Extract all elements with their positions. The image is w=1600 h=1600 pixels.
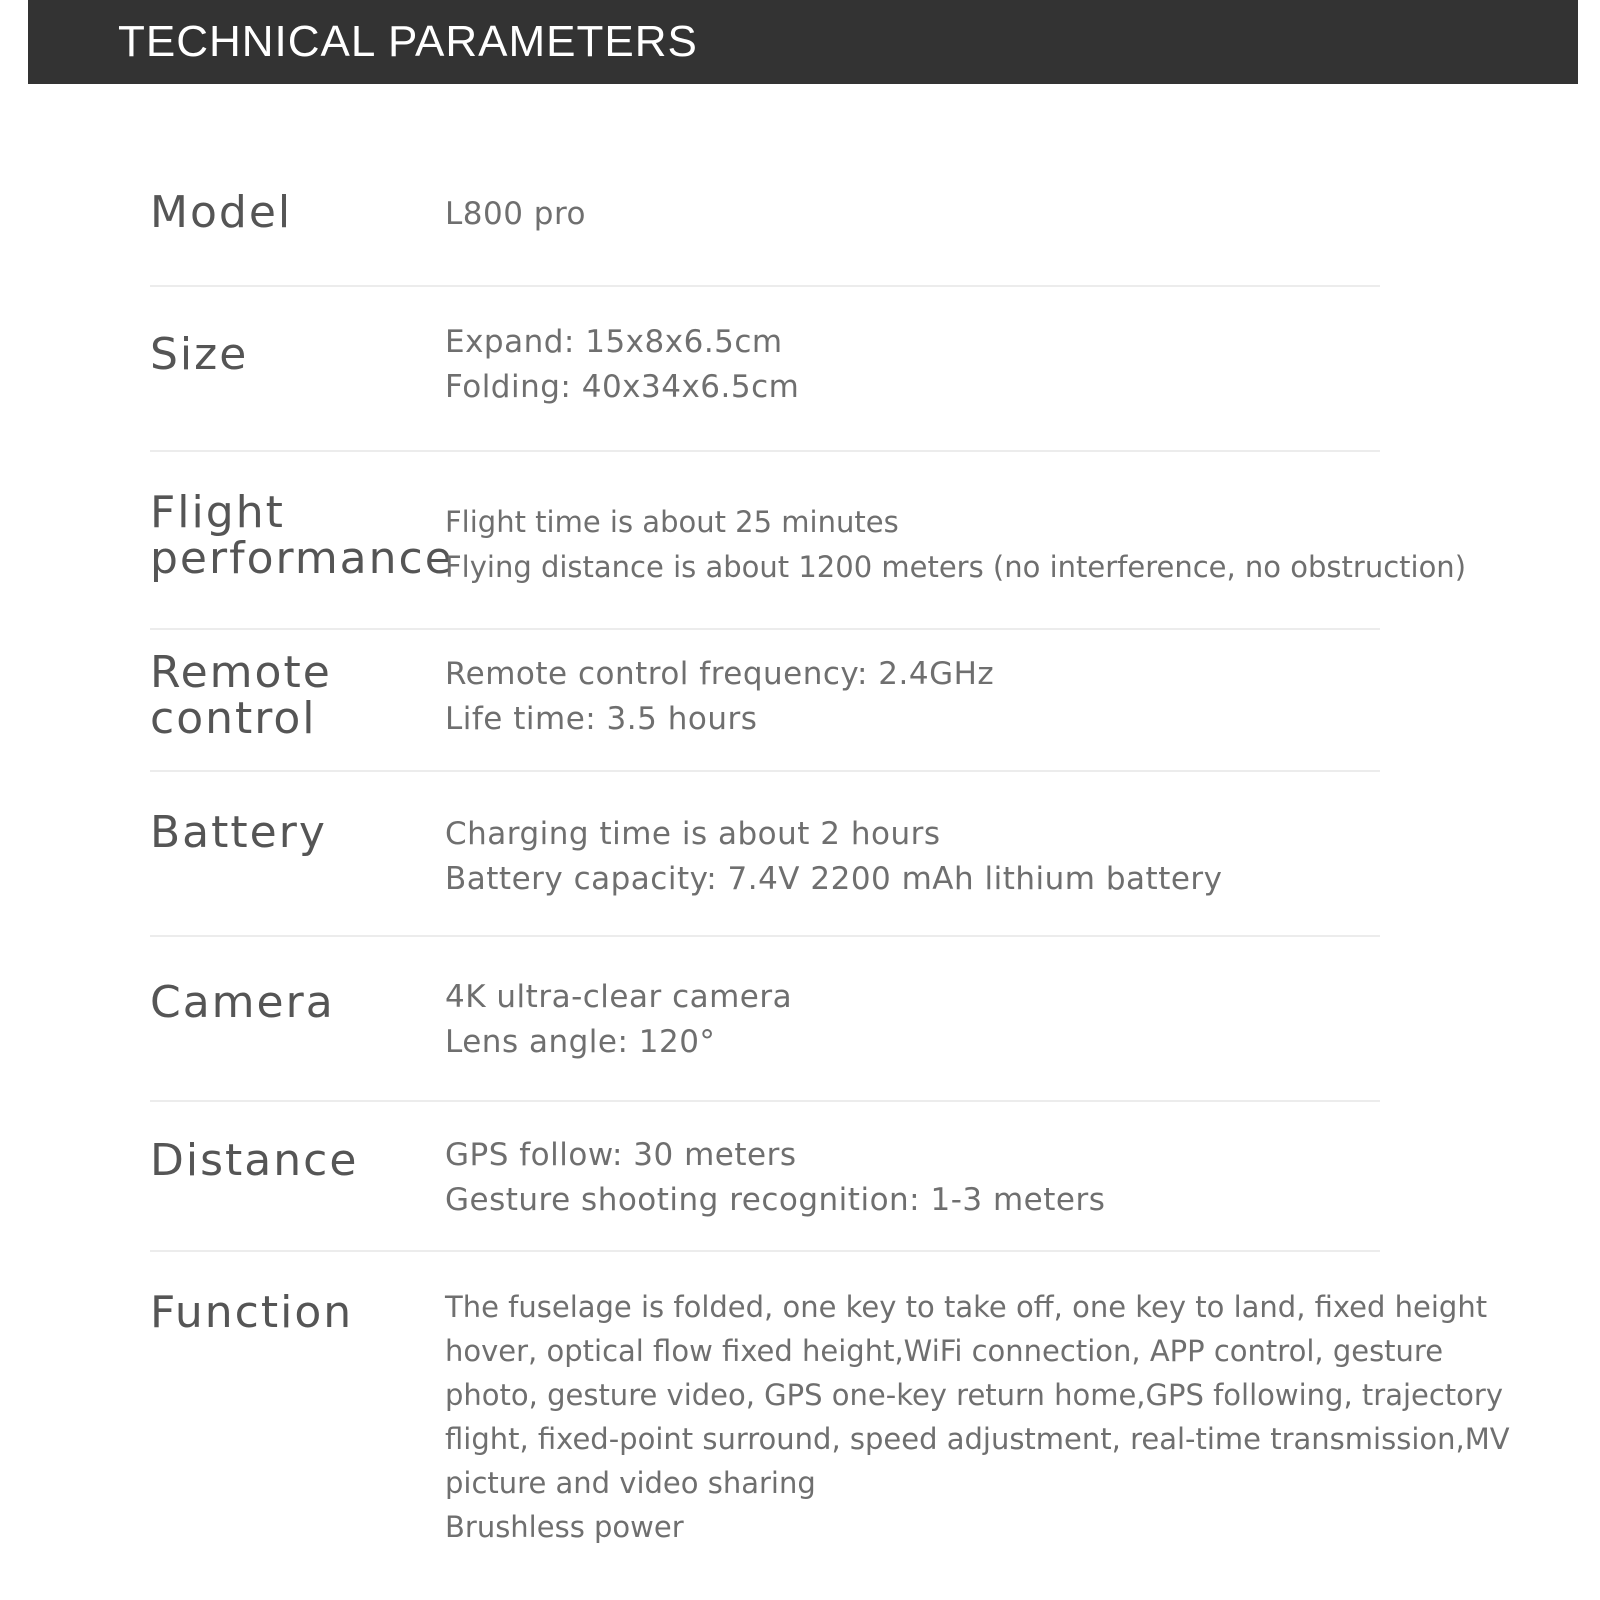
spec-values — [445, 320, 1600, 410]
spec-value: Remote control frequency: 2.4GHz — [445, 656, 995, 692]
header-bar — [28, 0, 1578, 84]
spec-value: Battery capacity: 7.4V 2200 mAh lithium battery — [445, 861, 1223, 897]
spec-value: L800 pro — [445, 196, 587, 232]
spec-label: Function — [150, 1287, 354, 1338]
function-description — [445, 1285, 1525, 1549]
spec-label: Remote control — [150, 647, 332, 744]
page-title: TECHNICAL PARAMETERS — [118, 17, 698, 66]
spec-value: Gesture shooting recognition: 1-3 meters — [445, 1182, 1106, 1218]
spec-value: Expand: 15x8x6.5cm — [445, 324, 783, 360]
spec-value: Flying distance is about 1200 meters (no interference, no obstruction) — [445, 550, 1467, 584]
spec-values — [445, 500, 1600, 590]
spec-label: Battery — [150, 807, 327, 858]
spec-values — [445, 812, 1600, 902]
spec-label: Size — [150, 329, 249, 380]
spec-label: Flight performance — [150, 487, 454, 584]
spec-values — [445, 192, 1600, 237]
row-divider — [150, 450, 1380, 452]
spec-value: Life time: 3.5 hours — [445, 701, 758, 737]
row-divider — [150, 285, 1380, 287]
row-divider — [150, 1250, 1380, 1252]
row-divider — [150, 628, 1380, 630]
spec-value: Flight time is about 25 minutes — [445, 505, 899, 539]
row-divider — [150, 1100, 1380, 1102]
spec-value: Charging time is about 2 hours — [445, 816, 941, 852]
spec-label: Camera — [150, 977, 335, 1028]
spec-label: Distance — [150, 1135, 359, 1186]
spec-value: 4K ultra-clear camera — [445, 979, 793, 1015]
function-features: The fuselage is folded, one key to take off, one key to land, fixed height hover, optical flow fixed height,WiFi connection, APP control, gesture photo, gesture video, GPS one-key return home,GPS following, trajectory flight, fixed-point surround, speed adjustment, real-time transmission,MV picture and video sharing — [445, 1290, 1510, 1500]
spec-values — [445, 975, 1600, 1065]
spec-value: Folding: 40x34x6.5cm — [445, 369, 800, 405]
spec-value: GPS follow: 30 meters — [445, 1137, 797, 1173]
row-divider — [150, 935, 1380, 937]
function-power: Brushless power — [445, 1510, 684, 1544]
row-divider — [150, 770, 1380, 772]
spec-label: Model — [150, 187, 293, 238]
spec-values — [445, 652, 1600, 742]
spec-values — [445, 1133, 1600, 1223]
spec-value: Lens angle: 120° — [445, 1024, 716, 1060]
